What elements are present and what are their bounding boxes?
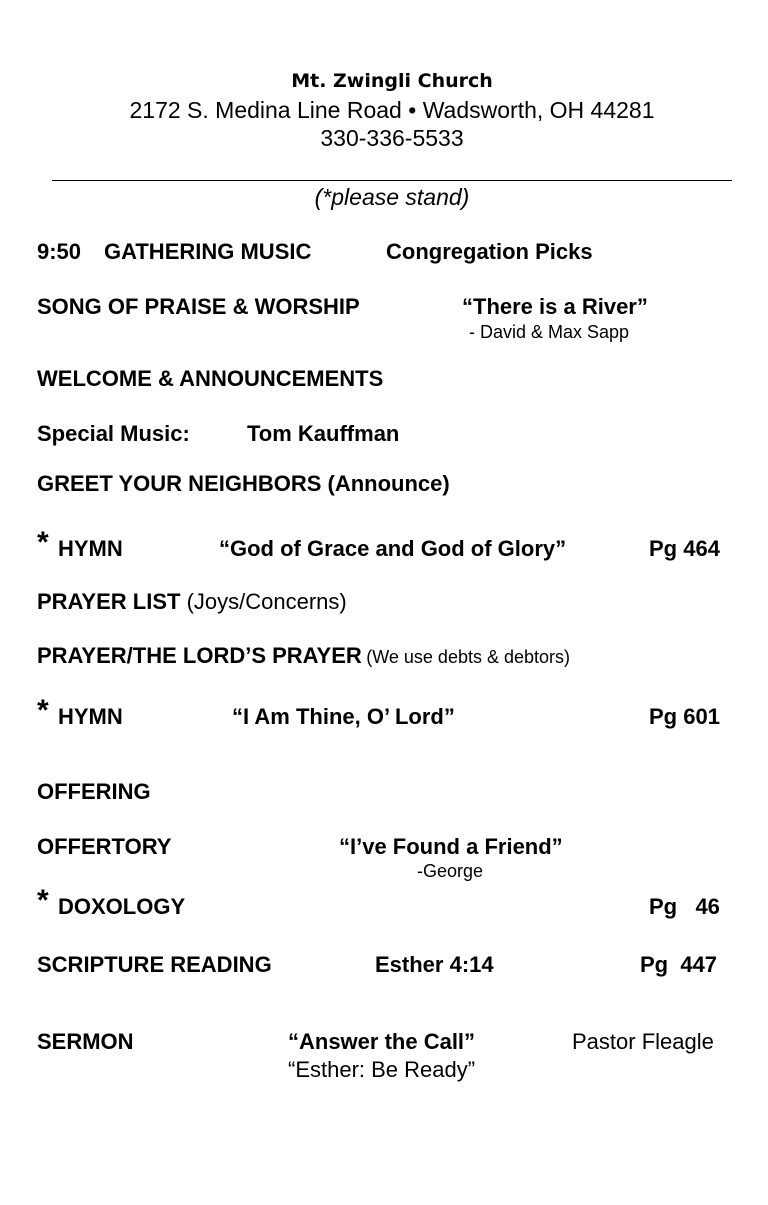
address-street: 2172 S. Medina Line Road: [129, 97, 402, 123]
offertory-credit: -George: [417, 861, 484, 881]
gathering-detail: Congregation Picks: [386, 239, 593, 264]
song-praise-title: “There is a River”: [462, 294, 648, 319]
prayer-list-note: (Joys/Concerns): [186, 589, 347, 614]
welcome-label: WELCOME & ANNOUNCEMENTS: [37, 366, 384, 391]
bullet-icon: •: [408, 97, 417, 123]
stand-marker-icon: *: [37, 694, 49, 727]
sermon-title: “Answer the Call”: [288, 1029, 476, 1054]
header-divider: [52, 180, 732, 181]
doxology-label: DOXOLOGY: [58, 894, 186, 919]
address-city: Wadsworth, OH 44281: [422, 97, 655, 123]
hymn1-title: “God of Grace and God of Glory”: [219, 536, 567, 561]
doxology-page: Pg 46: [649, 894, 720, 919]
church-name: Mt. Zwingli Church: [291, 70, 493, 92]
scripture-reference: Esther 4:14: [375, 952, 494, 977]
offertory-label: OFFERTORY: [37, 834, 172, 859]
church-address: [0, 97, 768, 124]
prayer-list: [37, 589, 347, 615]
scripture-page: Pg 447: [640, 952, 718, 977]
hymn2-label: HYMN: [58, 704, 123, 729]
special-music-performer: Tom Kauffman: [247, 421, 400, 446]
prayer-list-label: PRAYER LIST: [37, 589, 181, 614]
offering-label: OFFERING: [37, 779, 151, 804]
special-music-label: Special Music:: [37, 421, 190, 446]
greet-label: GREET YOUR NEIGHBORS (Announce): [37, 471, 450, 496]
song-praise-label: SONG OF PRAISE & WORSHIP: [37, 294, 360, 319]
stand-marker-icon: *: [37, 526, 49, 559]
sermon-label: SERMON: [37, 1029, 134, 1054]
song-praise-credit: - David & Max Sapp: [469, 322, 630, 342]
lords-prayer-label: PRAYER/THE LORD’S PRAYER: [37, 643, 362, 668]
sermon-subtitle: “Esther: Be Ready”: [288, 1057, 476, 1082]
lords-prayer-note: (We use debts & debtors): [366, 647, 570, 667]
hymn2-title: “I Am Thine, O’ Lord”: [232, 704, 455, 729]
stand-marker-icon: *: [37, 884, 49, 917]
lords-prayer: [37, 643, 570, 669]
stand-note: (*please stand): [314, 184, 470, 210]
scripture-label: SCRIPTURE READING: [37, 952, 272, 977]
gathering-label: GATHERING MUSIC: [104, 239, 312, 264]
sermon-preacher: Pastor Fleagle: [572, 1029, 714, 1054]
offertory-title: “I’ve Found a Friend”: [339, 834, 563, 859]
gathering-time: 9:50: [37, 239, 82, 264]
hymn1-page: Pg 464: [649, 536, 720, 561]
hymn2-page: Pg 601: [649, 704, 720, 729]
hymn1-label: HYMN: [58, 536, 123, 561]
church-phone: 330-336-5533: [320, 125, 464, 151]
